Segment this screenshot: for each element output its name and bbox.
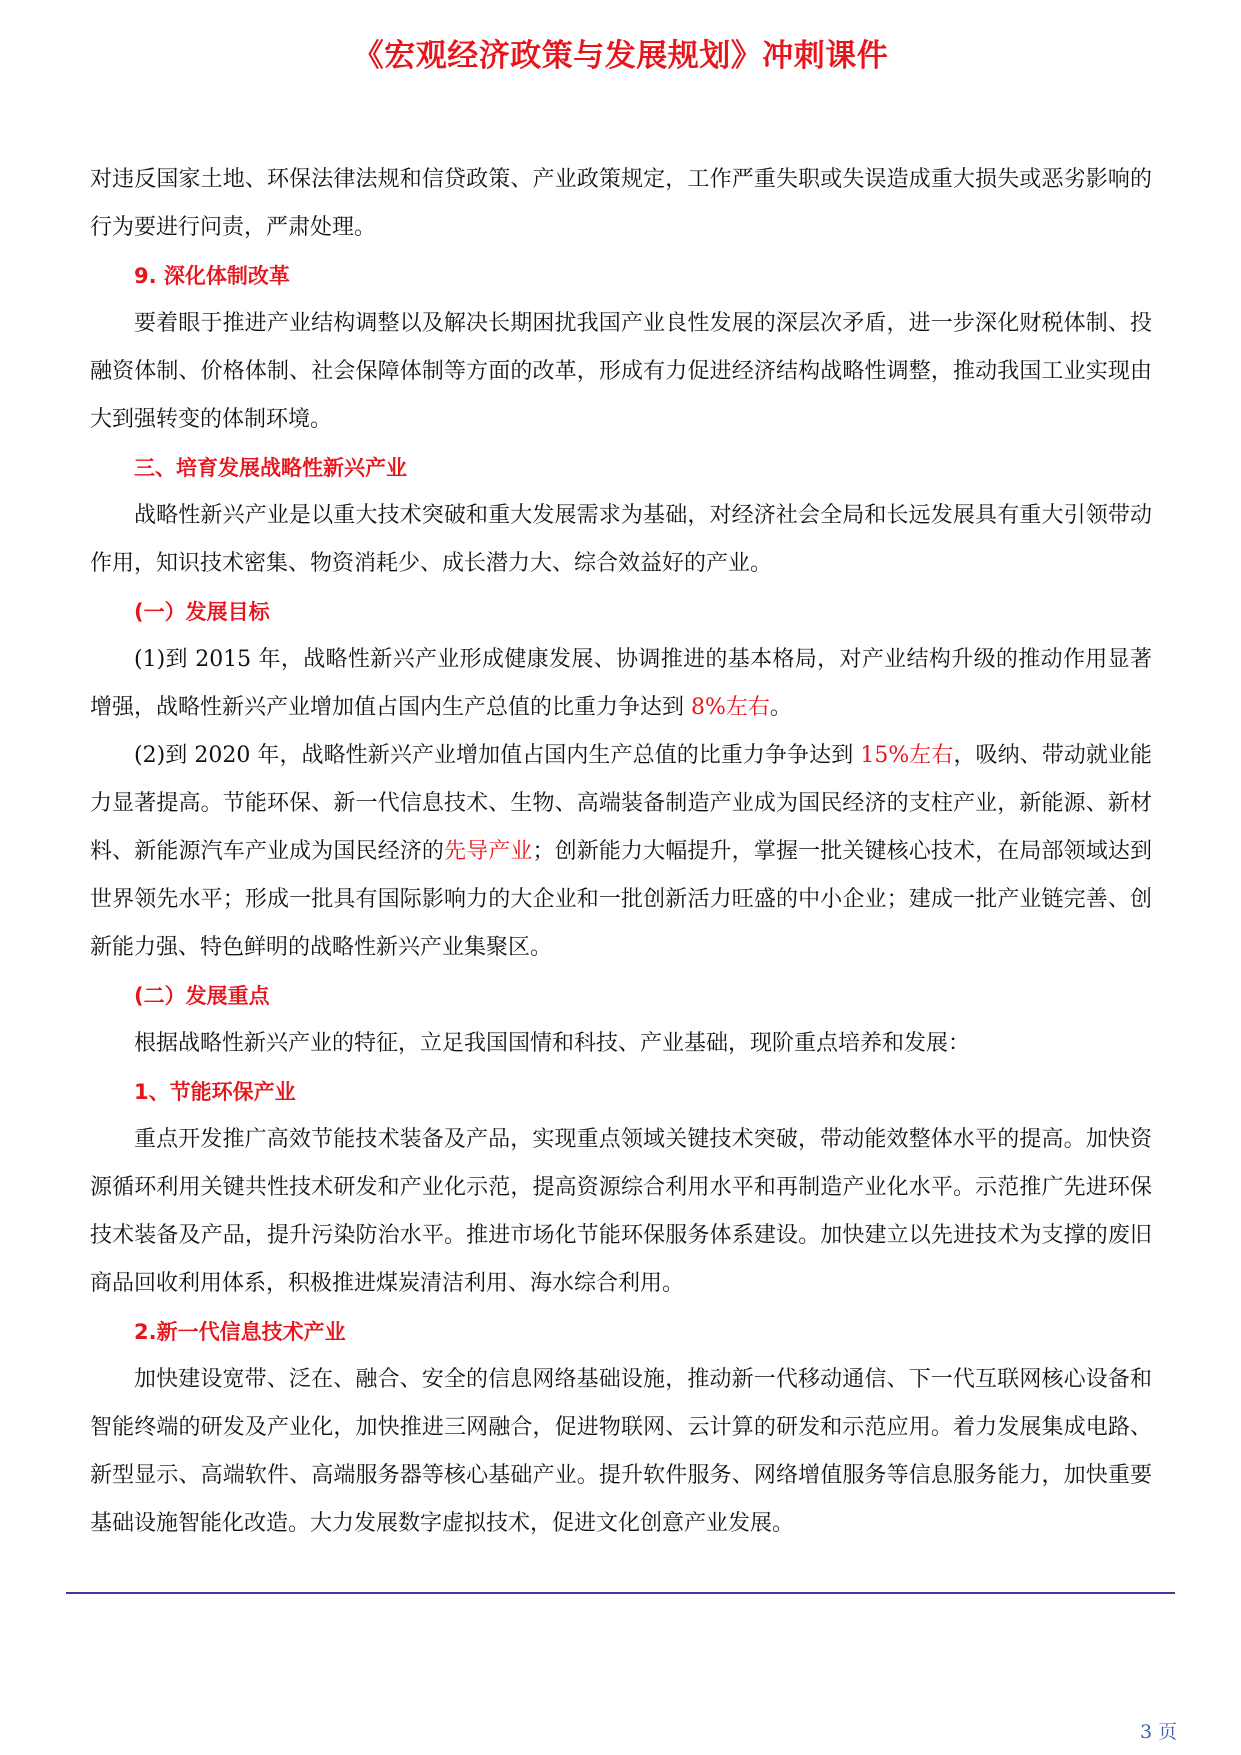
goal-2020-highlight-share: 15%左右 [860, 743, 954, 768]
paragraph-deepen-reform: 要着眼于推进产业结构调整以及解决长期困扰我国产业良性发展的深层次矛盾，进一步深化财税体制、投融资体制、价格体制、社会保障体制等方面的改革，形成有力促进经济结构战略性调整，推动我国工业实现由大到强转变的体制环境。 [90, 311, 1152, 432]
footer-divider [66, 1592, 1175, 1594]
page-number: 3 页 [1140, 1721, 1178, 1743]
paragraph-goal-2015 [90, 636, 1152, 732]
goal-2020-text-b: ，吸纳、带动就业能力显著提高。节能环保、新一代信息技术、生物、高端装备制造产业成为国民经济的支柱产业，新能源、新材料、新能源汽车产业成为国民经济的 [90, 743, 1152, 864]
document-body [90, 156, 1152, 1548]
goal-2020-highlight-leading: 先导产业 [444, 839, 533, 864]
paragraph-continuation: 对违反国家土地、环保法律法规和信贷政策、产业政策规定，工作严重失职或失误造成重大损失或恶劣影响的行为要进行问责，严肃处理。 [90, 167, 1152, 240]
goal-2015-end: 。 [769, 695, 792, 720]
paragraph-energy-saving: 重点开发推广高效节能技术装备及产品，实现重点领域关键技术突破，带动能效整体水平的提高。加快资源循环利用关键共性技术研发和产业化示范，提高资源综合利用水平和再制造产业化水平。示范推广先进环保技术装备及产品，提升污染防治水平。推进市场化节能环保服务体系建设。加快建立以先进技术为支撑的废旧商品回收利用体系，积极推进煤炭清洁利用、海水综合利用。 [90, 1127, 1152, 1296]
goal-2020-text-a: (2)到 2020 年，战略性新兴产业增加值占国内生产总值的比重力争争达到 [134, 743, 861, 768]
heading-development-goals: (一）发展目标 [134, 600, 270, 624]
goal-2015-text: (1)到 2015 年，战略性新兴产业形成健康发展、协调推进的基本格局，对产业结构升级的推动作用显著增强，战略性新兴产业增加值占国内生产总值的比重力争达到 [90, 647, 1152, 720]
heading-strategic-industries: 三、培育发展战略性新兴产业 [134, 456, 407, 480]
heading-next-gen-it: 2.新一代信息技术产业 [134, 1320, 346, 1344]
paragraph-next-gen-it: 加快建设宽带、泛在、融合、安全的信息网络基础设施，推动新一代移动通信、下一代互联网核心设备和智能终端的研发及产业化，加快推进三网融合，促进物联网、云计算的研发和示范应用。着力发展集成电路、新型显示、高端软件、高端服务器等核心基础产业。提升软件服务、网络增值服务等信息服务能力，加快重要基础设施智能化改造。大力发展数字虚拟技术，促进文化创意产业发展。 [90, 1367, 1152, 1536]
paragraph-goal-2020 [90, 732, 1152, 972]
document-title: 《宏观经济政策与发展规划》冲刺课件 [352, 38, 889, 74]
paragraph-development-focus: 根据战略性新兴产业的特征，立足我国国情和科技、产业基础，现阶重点培养和发展： [134, 1031, 971, 1056]
heading-deepen-reform: 9. 深化体制改革 [134, 264, 290, 288]
heading-energy-saving: 1、节能环保产业 [134, 1080, 296, 1104]
paragraph-strategic-industries: 战略性新兴产业是以重大技术突破和重大发展需求为基础，对经济社会全局和长远发展具有重大引领带动作用，知识技术密集、物资消耗少、成长潜力大、综合效益好的产业。 [90, 503, 1152, 576]
goal-2015-highlight: 8%左右 [691, 695, 770, 720]
heading-development-focus: (二）发展重点 [134, 984, 270, 1008]
goal-2020-text-c: ；创新能力大幅提升，掌握一批关键核心技术，在局部领域达到世界领先水平；形成一批具有国际影响力的大企业和一批创新活力旺盛的中小企业；建成一批产业链完善、创新能力强、特色鲜明的战略性新兴产业集聚区。 [90, 839, 1152, 960]
